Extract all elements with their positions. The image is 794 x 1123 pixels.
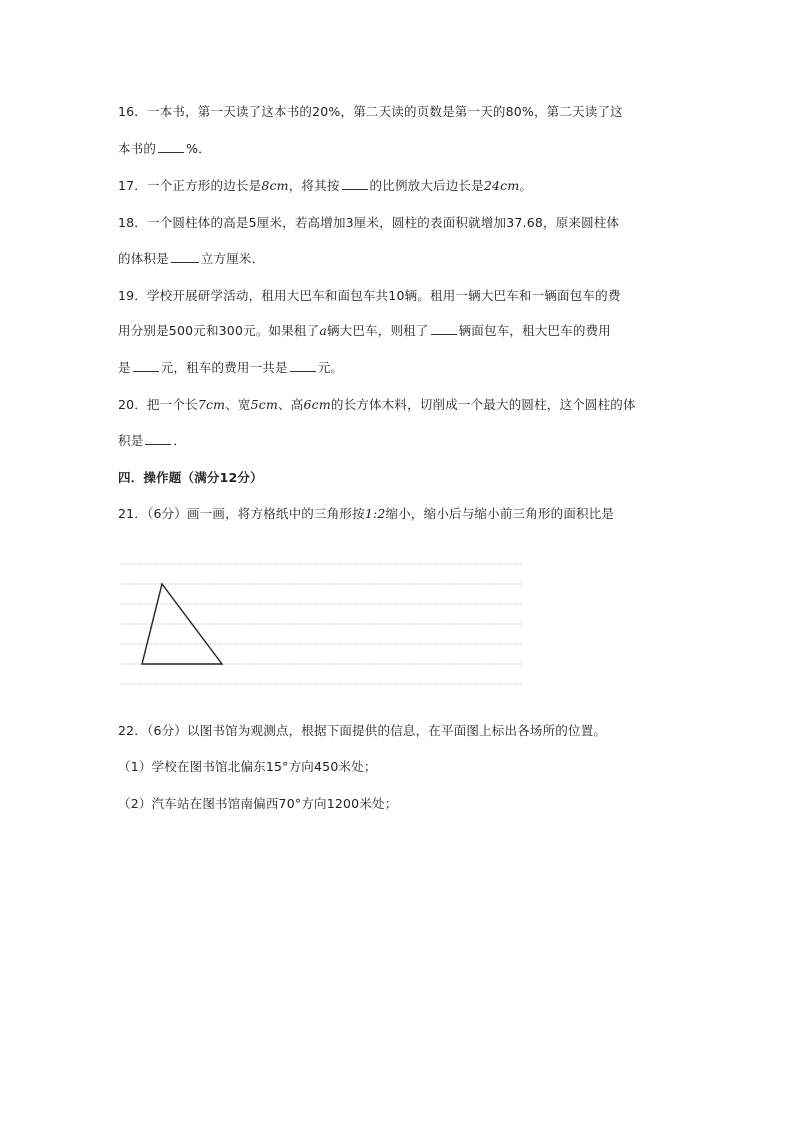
q21-ratio: 1:2 (364, 506, 386, 521)
q19-line2-post: 辆面包车，租大巴车的费用 (458, 323, 611, 338)
grid-paper-triangle-figure (120, 554, 524, 692)
q17-mid: ，将其按 (288, 178, 340, 193)
q16-line2 (118, 139, 211, 157)
q19-line3-pre: 是 (118, 360, 131, 375)
q20-line2-pre: 积是 (118, 433, 144, 448)
q20-line2 (118, 431, 186, 449)
q21-line (118, 504, 614, 522)
q19-line3-post: 元。 (317, 360, 344, 375)
q19-blank-bus-cost[interactable] (133, 360, 159, 372)
q19-line3-mid: 元，租车的费用一共是 (160, 360, 288, 375)
q19-var: a (319, 323, 327, 338)
q18-line1: 18．一个圆柱体的高是5厘米，若高增加3厘米，圆柱的表面积就增加37.68，原来圆柱体 (118, 215, 620, 230)
q21-post: 缩小，缩小后与缩小前三角形的面积比是 (385, 506, 615, 521)
grid-solid-lines (120, 564, 522, 684)
section-heading-operations: 四．操作题（满分12分） (118, 470, 263, 485)
q22-item2: （2）汽车站在图书馆南偏西70°方向1200米处； (118, 796, 398, 811)
q22-intro: 22．（6分）以图书馆为观测点，根据下面提供的信息，在平面图上标出各场所的位置。 (118, 723, 607, 738)
q16-answer-blank[interactable] (158, 141, 184, 153)
q20-post: 的长方体木料，切削成一个最大的圆柱，这个圆柱的体 (330, 397, 636, 412)
q20-height: 6cm (303, 397, 331, 412)
q19-blank-vans[interactable] (431, 323, 457, 335)
q17-pre: 17．一个正方形的边长是 (118, 178, 262, 193)
q19-line3 (118, 358, 343, 376)
q20-answer-blank[interactable] (145, 433, 171, 445)
q18-line2-pre: 的体积是 (118, 251, 169, 266)
q21-pre: 21．（6分）画一画，将方格纸中的三角形按 (118, 506, 365, 521)
q17-end: 。 (519, 178, 533, 193)
q17-answer-blank[interactable] (342, 178, 368, 190)
q16-line1: 16．一本书，第一天读了这本书的20%，第二天读的页数是第一天的80%，第二天读了这 (118, 104, 623, 119)
q16-line2-post: %． (186, 141, 211, 156)
q18-answer-blank[interactable] (171, 251, 199, 263)
q20-pre: 20．把一个长 (118, 397, 198, 412)
q19-line1: 19．学校开展研学活动，租用大巴车和面包车共10辆。租用一辆大巴车和一辆面包车的费 (118, 288, 621, 303)
q17-side: 8cm (261, 178, 289, 193)
q19-line2 (118, 321, 611, 339)
q19-blank-total-cost[interactable] (290, 360, 316, 372)
q17-result: 24cm (483, 178, 520, 193)
q19-line2-mid: 辆大巴车，则租了 (326, 323, 429, 338)
q20-width: 5cm (250, 397, 279, 412)
q20-line2-post: ． (173, 433, 187, 448)
q18-line2-post: 立方厘米． (200, 251, 265, 266)
q19-line2-pre: 用分别是500元和300元。如果租了 (118, 323, 320, 338)
q20-length: 7cm (197, 397, 226, 412)
q22-item1: （1）学校在图书馆北偏东15°方向450米处； (118, 759, 377, 774)
q17-line (118, 176, 532, 194)
q17-post: 的比例放大后边长是 (369, 178, 484, 193)
q20-sep1: 、宽 (225, 397, 251, 412)
q20-line1 (118, 395, 636, 413)
q16-line2-pre: 本书的 (118, 141, 157, 156)
q18-line2 (118, 249, 264, 267)
q20-sep2: 、高 (278, 397, 304, 412)
